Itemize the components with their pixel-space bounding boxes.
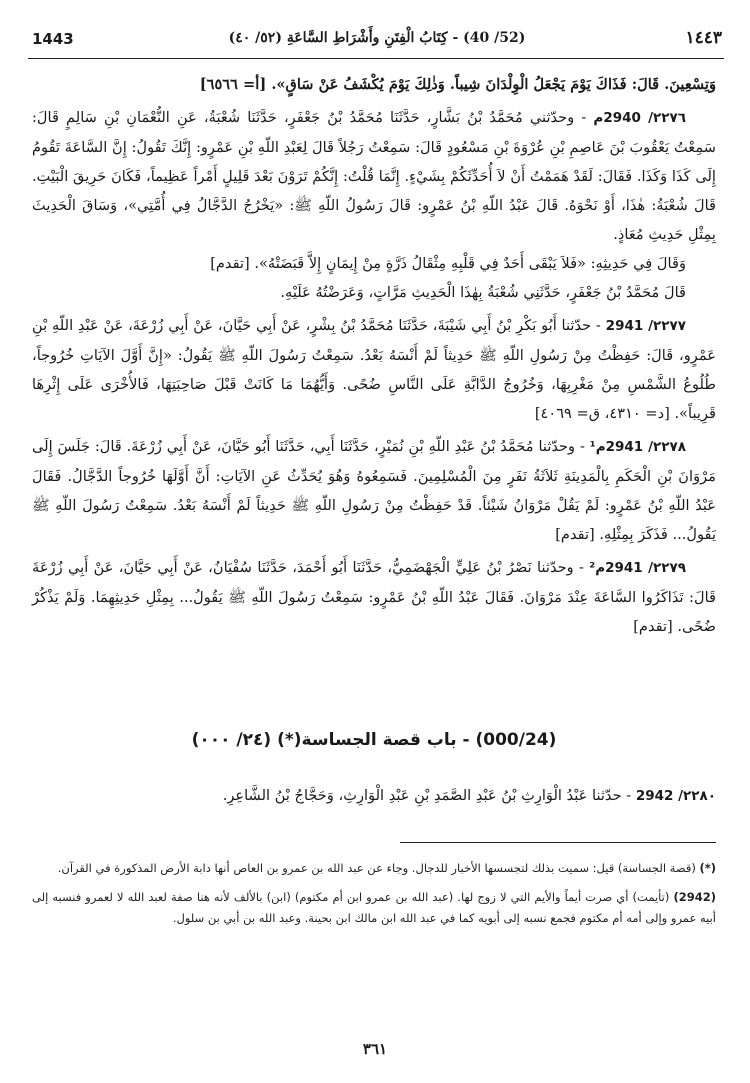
hadith-text: - وحدّثنا نَصْرُ بْنُ عَلِيٍّ الْجَهْضَمِيُّ، حَدَّثَنَا أَبُو أَحْمَدَ، حَدَّثَنَا سُفْيَانُ، عَنْ أَبِي حَيَّانَ، عَنْ أَبِي زُرْعَةَ قَالَ: تَذَاكَرُوا السَّاعَةَ عِنْدَ مَرْوَانَ. فَقَالَ عَبْدُ اللّهِ بْنُ عَمْرٍو: سَمِعْتُ رَسُولَ اللّهِ ﷺ يَقُولُ... بِمِثْلِ حَدِيثِهِمَا. وَلَمْ يَذْكُرْ ضُحًى. [تقدم]	[32, 559, 716, 635]
hadith-number: ٢٢٧٨/ 2941م¹	[589, 439, 687, 455]
hadith-paragraph	[32, 553, 716, 641]
chapter-heading: (000/24) - باب قصة الجساسة(*) (٢٤/ ٠٠٠)	[191, 730, 557, 750]
header-rule	[28, 58, 724, 59]
footnote-text: (تأيمت) أي صرت أيماً والأيم التي لا زوج لها. (عبد الله بن عمرو ابن أم مكتوم) (ابن) بالألف لأنه هنا صفة لعبد الله لا لعمرو فنسبه إلى أبيه عمرو وإلى أمه أم مكتوم فجمع نسبه إلى أبويه كما في عبد الله ابن مالك ابن بحينة. وعبد الله بن أبي بن سلول.	[32, 890, 716, 925]
hadith-number: ٢٢٧٦/ 2940م	[593, 110, 686, 126]
running-header	[32, 30, 722, 56]
hadith-paragraph	[32, 781, 716, 811]
hadith-paragraph	[32, 432, 716, 549]
hadith-text: - حدّثنا أَبُو بَكْرِ بْنُ أَبِي شَيْبَةَ، حَدَّثَنَا مُحَمَّدُ بْنُ بِشْرٍ، عَنْ أَبِي حَيَّانَ، عَنْ أَبِي زُرْعَةَ، عَنْ عَبْدِ اللّهِ بْنِ عَمْرٍو، قَالَ: حَفِظْتُ مِنْ رَسُولِ اللّهِ ﷺ حَدِيثاً لَمْ أَنْسَهُ بَعْدُ. سَمِعْتُ رَسُولَ اللّهِ ﷺ يَقُولُ: «إِنَّ أَوَّلَ الآيَاتِ خُرُوجاً، طُلُوعُ الشَّمْسِ مِنْ مَغْرِبِهَا، وَخُرُوجُ الدَّابَّةِ عَلَى النَّاسِ ضُحًى. وَأَيُّهُمَا مَا كَانَتْ قَبْلَ صَاحِبَتِهَا، فَالأُخْرَى عَلَى إِثْرِهَا قَرِيباً». [د= ٤٣١٠، ق= ٤٠٦٩]	[32, 317, 716, 422]
footnote-mark: (2942)	[673, 890, 716, 904]
book-title: (52/ 40) - كِتَابُ الْفِتَنِ وأَشْرَاطِ السَّاعَةِ (٥٢/ ٤٠)	[228, 30, 526, 46]
hadith-number: ٢٢٧٧/ 2941	[605, 318, 687, 334]
hadith-body	[32, 70, 716, 641]
hadith-text: - وحدّثنا مُحَمَّدُ بْنُ عَبْدِ اللّهِ بْنِ نُمَيْرٍ، حَدَّثَنَا أَبِي، حَدَّثَنَا أَبُو حَيَّانَ، عَنْ أَبِي زُرْعَةَ. قَالَ: جَلَسَ إِلَى مَرْوَانَ بْنِ الْحَكَمِ بِالْمَدِينَةِ ثَلاَثَةُ نَفَرٍ مِنَ الْمُسْلِمِينَ. فَسَمِعُوهُ وَهُوَ يُحَدِّثُ عَنِ الآيَاتِ: أَنَّ أَوَّلَهَا خُرُوجاً الدَّجَّالُ. فَقَالَ عَبْدُ اللّهِ بْنُ عَمْرٍو: لَمْ يَقُلْ مَرْوَانُ شَيْئاً. قَدْ حَفِظْتُ مِنْ رَسُولِ اللّهِ ﷺ حَدِيثاً لَمْ أَنْسَهُ بَعْدُ. سَمِعْتُ رَسُولَ اللّهِ ﷺ يَقُولُ... فَذَكَرَ بِمِثْلِهِ. [تقدم]	[32, 438, 716, 543]
footnote-text: (قصة الجساسة) قيل: سميت بذلك لتجسسها الأخبار للدجال. وجاء عن عبد الله بن عمرو بن العاص أنها دابة الأرض المذكورة في القرآن.	[57, 861, 696, 875]
hadith-text: - حدّثنا عَبْدُ الْوَارِثِ بْنُ عَبْدِ الصَّمَدِ بْنِ عَبْدِ الْوَارِثِ، وَحَجَّاجُ بْنُ الشَّاعِرِ.	[222, 786, 632, 804]
hadith-continuation: قَالَ مُحَمَّدُ بْنُ جَعْفَرٍ، حَدَّثَنِي شُعْبَةُ بِهٰذَا الْحَدِيثِ مَرَّاتٍ، وَعَرَضْتُهُ عَلَيْهِ.	[280, 284, 686, 301]
footnotes	[32, 858, 716, 937]
footnote	[32, 858, 716, 879]
page-number-bottom: ٣٦١	[362, 1040, 388, 1058]
footnote-mark: (*)	[699, 861, 716, 875]
footnote	[32, 887, 716, 929]
hadith-number: ٢٢٨٠/ 2942	[635, 787, 716, 804]
hadith-paragraph	[32, 103, 716, 249]
footnote-rule	[400, 842, 716, 843]
hadith-continuation: وَقَالَ فِي حَدِيثِهِ: «فَلاَ يَبْقَى أَحَدٌ فِي قَلْبِهِ مِثْقَالُ ذَرَّةٍ مِنْ إِيمَانٍ إِلاَّ قَبَضَتْهُ». [تقدم]	[210, 255, 686, 272]
hadith-number: ٢٢٧٩/ 2941م²	[589, 560, 686, 576]
page-number-arabic: ١٤٤٣	[685, 28, 722, 48]
intro-paragraph: وَتِسْعِينَ. قَالَ: فَذَاكَ يَوْمَ يَجْعَلُ الْوِلْدَانَ شِيباً. وَذٰلِكَ يَوْمَ يُكْشَفُ عَنْ سَاقٍ». [أ= ٦٥٦٦]	[199, 76, 716, 93]
page-number-latin: 1443	[32, 30, 74, 48]
hadith-text: - وحدّثني مُحَمَّدُ بْنُ بَشَّارٍ، حَدَّثَنَا مُحَمَّدُ بْنُ جَعْفَرٍ، حَدَّثَنَا شُعْبَةُ، عَنِ النُّعْمَانِ بْنِ سَالِمٍ قَالَ: سَمِعْتُ يَعْقُوبَ بْنَ عَاصِمِ بْنِ عُرْوَةَ بْنِ مَسْعُودٍ قَالَ: سَمِعْتُ رَجُلاً قَالَ لِعَبْدِ اللّهِ بْنِ عَمْرٍو: إِنَّكَ تَقُولُ: إِنَّ السَّاعَةَ تَقُومُ إِلَى كَذَا وَكَذَا. فَقَالَ: لَقَدْ هَمَمْتُ أَنْ لاَ أُحَدِّثَكُمْ بِشَيْءٍ. إِنَّمَا قُلْتُ: إِنَّكُمْ تَرَوْنَ بَعْدَ قَلِيلٍ أَمْراً عَظِيماً، فَكَانَ حَرِيقَ الْبَيْتِ. قَالَ شُعْبَةُ: هٰذَا، أَوْ نَحْوَهُ. قَالَ عَبْدُ اللّهِ بْنُ عَمْرٍو: قَالَ رَسُولُ اللّهِ ﷺ: «يَخْرُجُ الدَّجَّالُ فِي أُمَّتِي»، وَسَاقَ الْحَدِيثَ بِمِثْلِ حَدِيثِ مُعَاذٍ.	[32, 109, 716, 243]
hadith-paragraph	[32, 311, 716, 428]
